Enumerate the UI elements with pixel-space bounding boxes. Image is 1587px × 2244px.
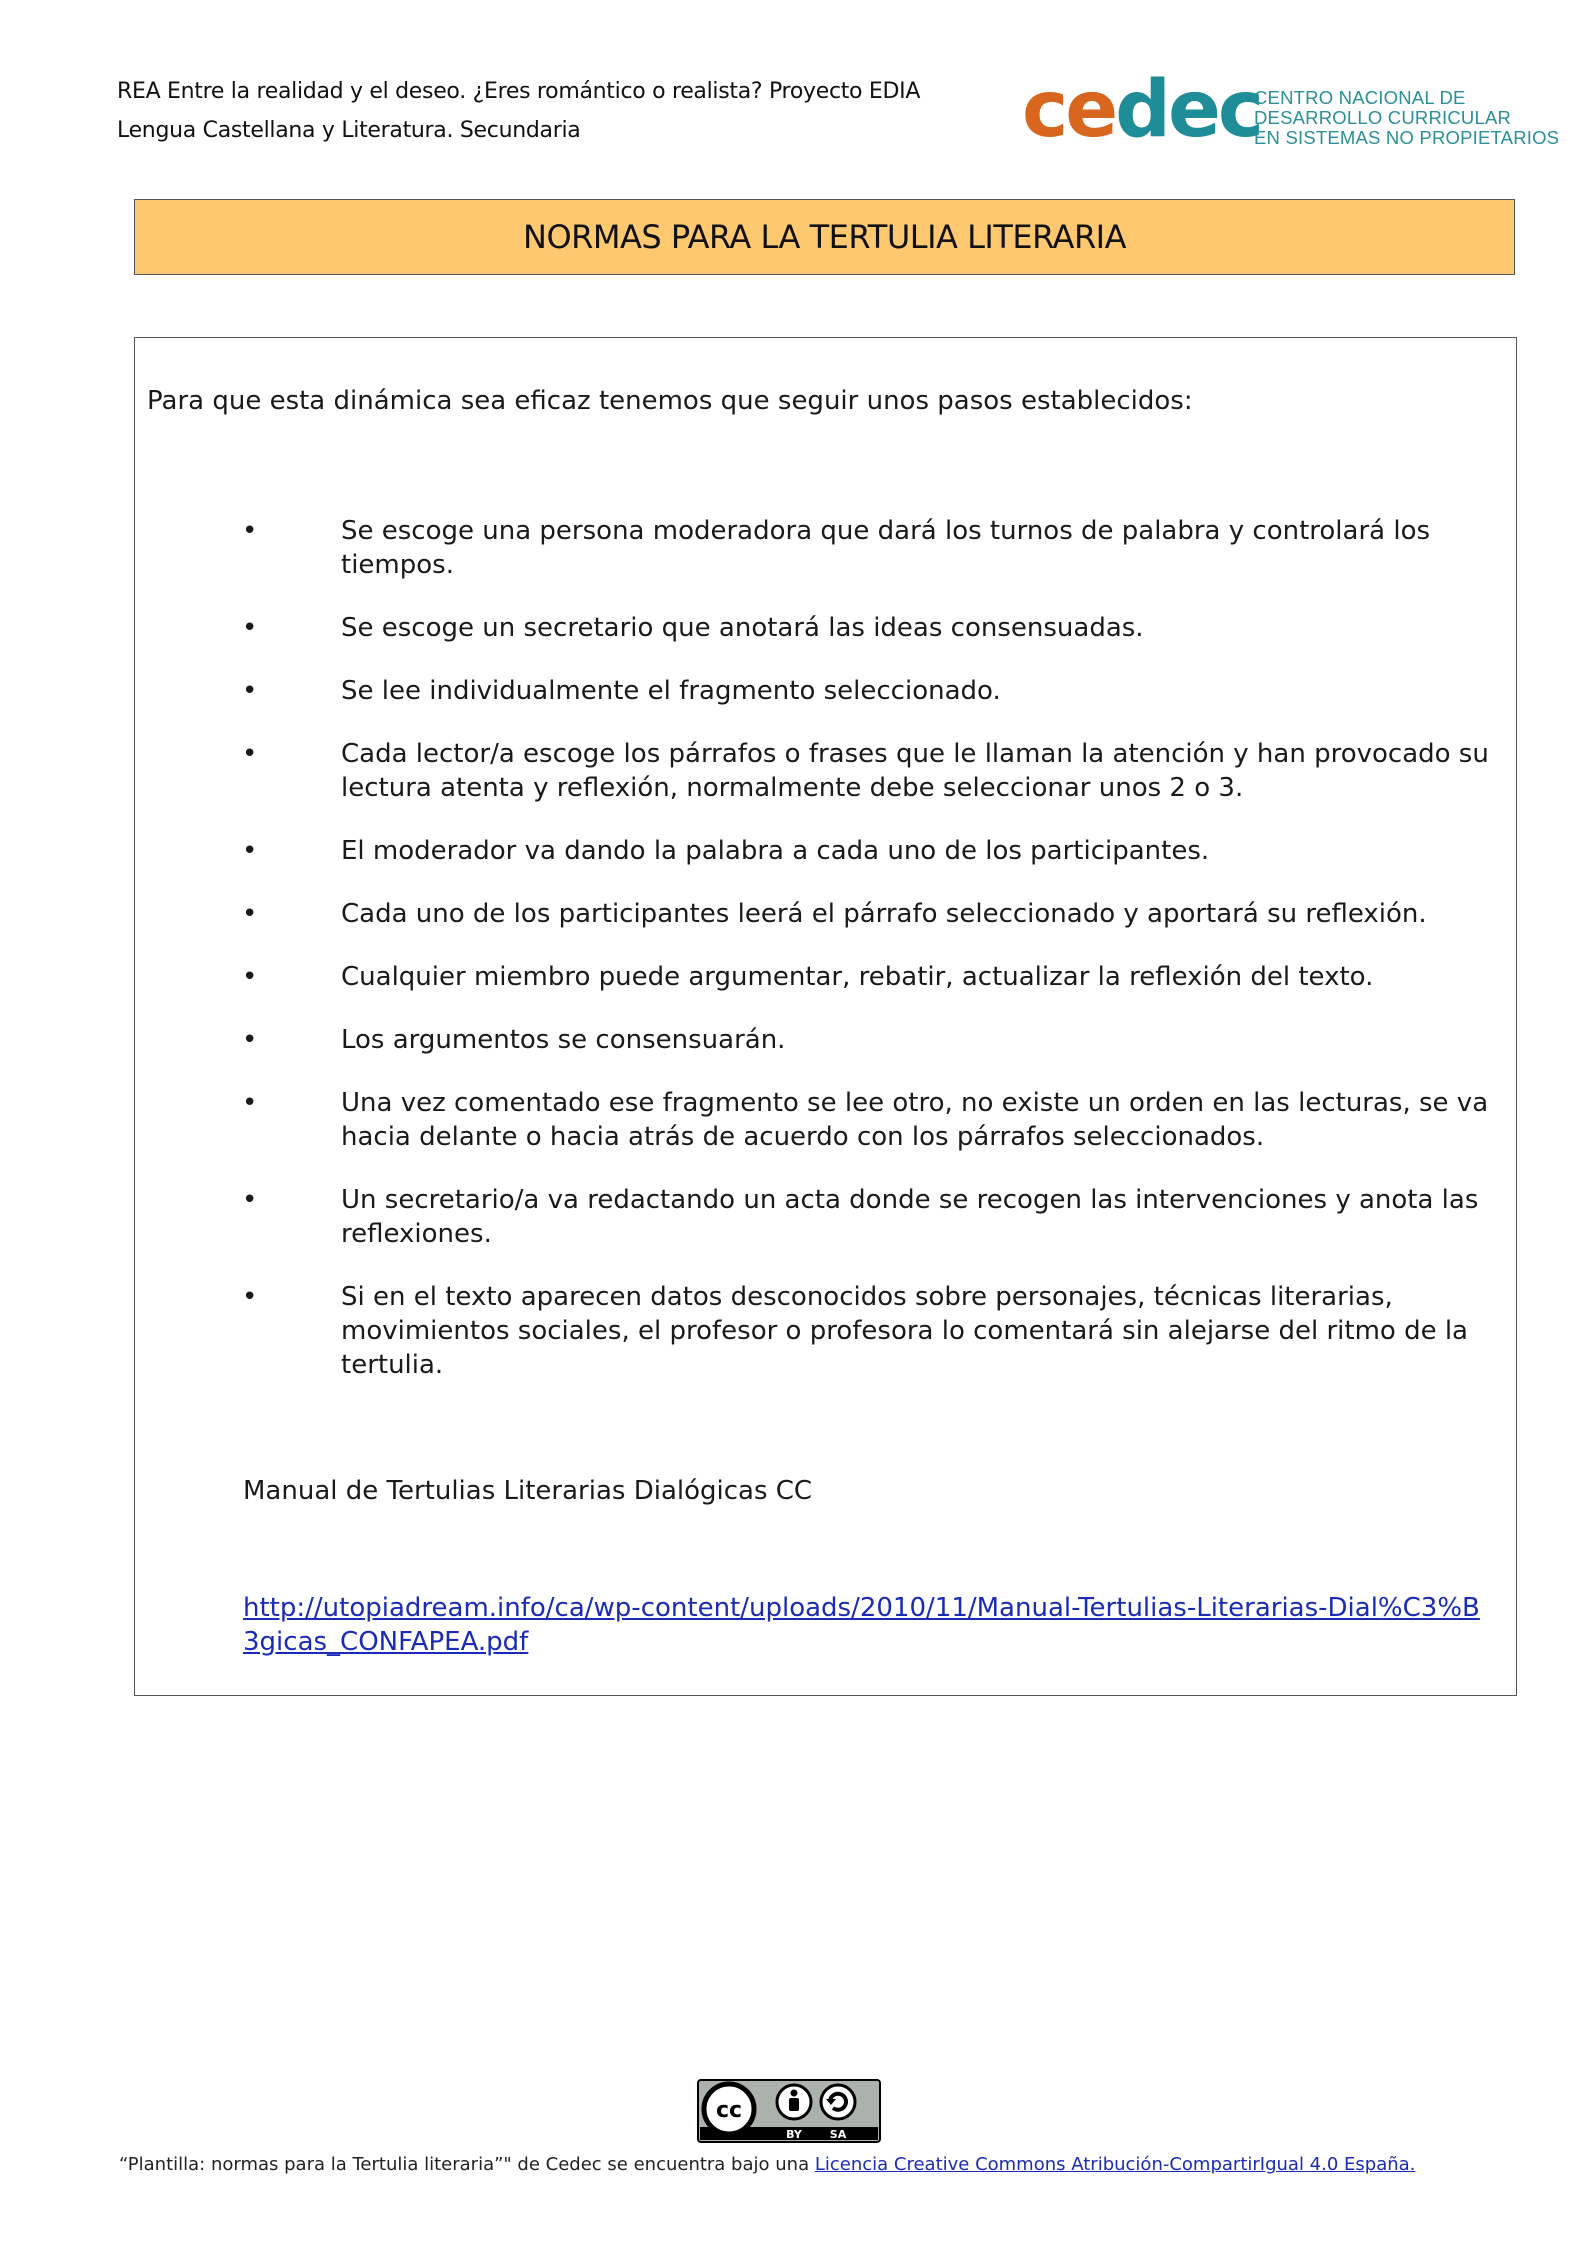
- rule-item: [135, 1280, 1516, 1382]
- cc-by-sa-badge-icon[interactable]: [697, 2079, 881, 2143]
- license-footer: [119, 2153, 1415, 2177]
- rule-text: Una vez comentado ese fragmento se lee otro, no existe un orden en las lecturas, se va hacia delante o hacia atrás de acuerdo con los párrafos seleccionados.: [341, 1088, 1489, 1152]
- rule-item: [135, 611, 1516, 645]
- rules-list: [135, 514, 1516, 1411]
- rule-item: [135, 1183, 1516, 1251]
- rule-text: Cualquier miembro puede argumentar, rebatir, actualizar la reflexión del texto.: [341, 962, 1374, 992]
- bullet-icon: •: [242, 676, 258, 706]
- rule-text: Se lee individualmente el fragmento seleccionado.: [341, 676, 1001, 706]
- bullet-icon: •: [242, 613, 258, 643]
- rule-text: Si en el texto aparecen datos desconocidos sobre personajes, técnicas literarias, movimientos sociales, el profesor o profesora lo comentará sin alejarse del ritmo de la tertulia.: [341, 1282, 1468, 1380]
- bullet-icon: •: [242, 899, 258, 929]
- rule-text: Se escoge un secretario que anotará las ideas consensuadas.: [341, 613, 1144, 643]
- bullet-icon: •: [242, 1282, 258, 1312]
- rule-text: Un secretario/a va redactando un acta donde se recogen las intervenciones y anota las reflexiones.: [341, 1185, 1479, 1249]
- rule-item: [135, 1023, 1516, 1057]
- license-link[interactable]: Licencia Creative Commons Atribución-CompartirIgual 4.0 España.: [814, 2154, 1416, 2175]
- sa-badge-label: SA: [829, 2128, 847, 2141]
- header-subject-line: Lengua Castellana y Literatura. Secundaria: [117, 118, 581, 143]
- bullet-icon: •: [242, 836, 258, 866]
- bullet-icon: •: [242, 962, 258, 992]
- bullet-icon: •: [242, 516, 258, 546]
- title-banner: [134, 199, 1515, 275]
- license-footer-text: “Plantilla: normas para la Tertulia literaria”" de Cedec se encuentra bajo una: [119, 2154, 815, 2175]
- rule-item: [135, 737, 1516, 805]
- rule-item: [135, 1086, 1516, 1154]
- document-header: [117, 72, 920, 150]
- bullet-icon: •: [242, 1025, 258, 1055]
- source-label: Manual de Tertulias Literarias Dialógicas CC: [243, 1476, 813, 1506]
- header-project-line: REA Entre la realidad y el deseo. ¿Eres romántico o realista? Proyecto EDIA: [117, 79, 921, 104]
- by-badge-label: BY: [786, 2128, 802, 2141]
- rule-item: [135, 674, 1516, 708]
- rules-content-box: [134, 337, 1517, 1696]
- rule-text: Los argumentos se consensuarán.: [341, 1025, 786, 1055]
- rule-item: [135, 514, 1516, 582]
- rule-item: [135, 897, 1516, 931]
- cedec-logo-word: cedec: [1022, 65, 1262, 155]
- source-link[interactable]: http://utopiadream.info/ca/wp-content/uploads/2010/11/Manual-Tertulias-Literarias-Dial%C3%B3gicas_CONFAPEA.pdf: [243, 1593, 1480, 1657]
- rule-text: El moderador va dando la palabra a cada uno de los participantes.: [341, 836, 1210, 866]
- page-title: NORMAS PARA LA TERTULIA LITERARIA: [523, 218, 1126, 256]
- rule-text: Cada lector/a escoge los párrafos o frases que le llaman la atención y han provocado su lectura atenta y reflexión, normalmente debe seleccionar unos 2 o 3.: [341, 739, 1489, 803]
- rule-item: [135, 834, 1516, 868]
- bullet-icon: •: [242, 1088, 258, 1118]
- rule-text: Se escoge una persona moderadora que dará los turnos de palabra y controlará los tiempos.: [341, 516, 1431, 580]
- cc-badge-label: cc: [715, 2098, 743, 2123]
- bullet-icon: •: [242, 1185, 258, 1215]
- cedec-logo-subtitle: CENTRO NACIONAL DE DESARROLLO CURRICULAR EN SISTEMAS NO PROPIETARIOS: [1254, 87, 1560, 148]
- rule-item: [135, 960, 1516, 994]
- intro-text: Para que esta dinámica sea eficaz tenemos que seguir unos pasos establecidos:: [147, 386, 1193, 416]
- rule-text: Cada uno de los participantes leerá el párrafo seleccionado y aportará su reflexión.: [341, 899, 1427, 929]
- cedec-logo: [1022, 65, 1560, 155]
- bullet-icon: •: [242, 739, 258, 769]
